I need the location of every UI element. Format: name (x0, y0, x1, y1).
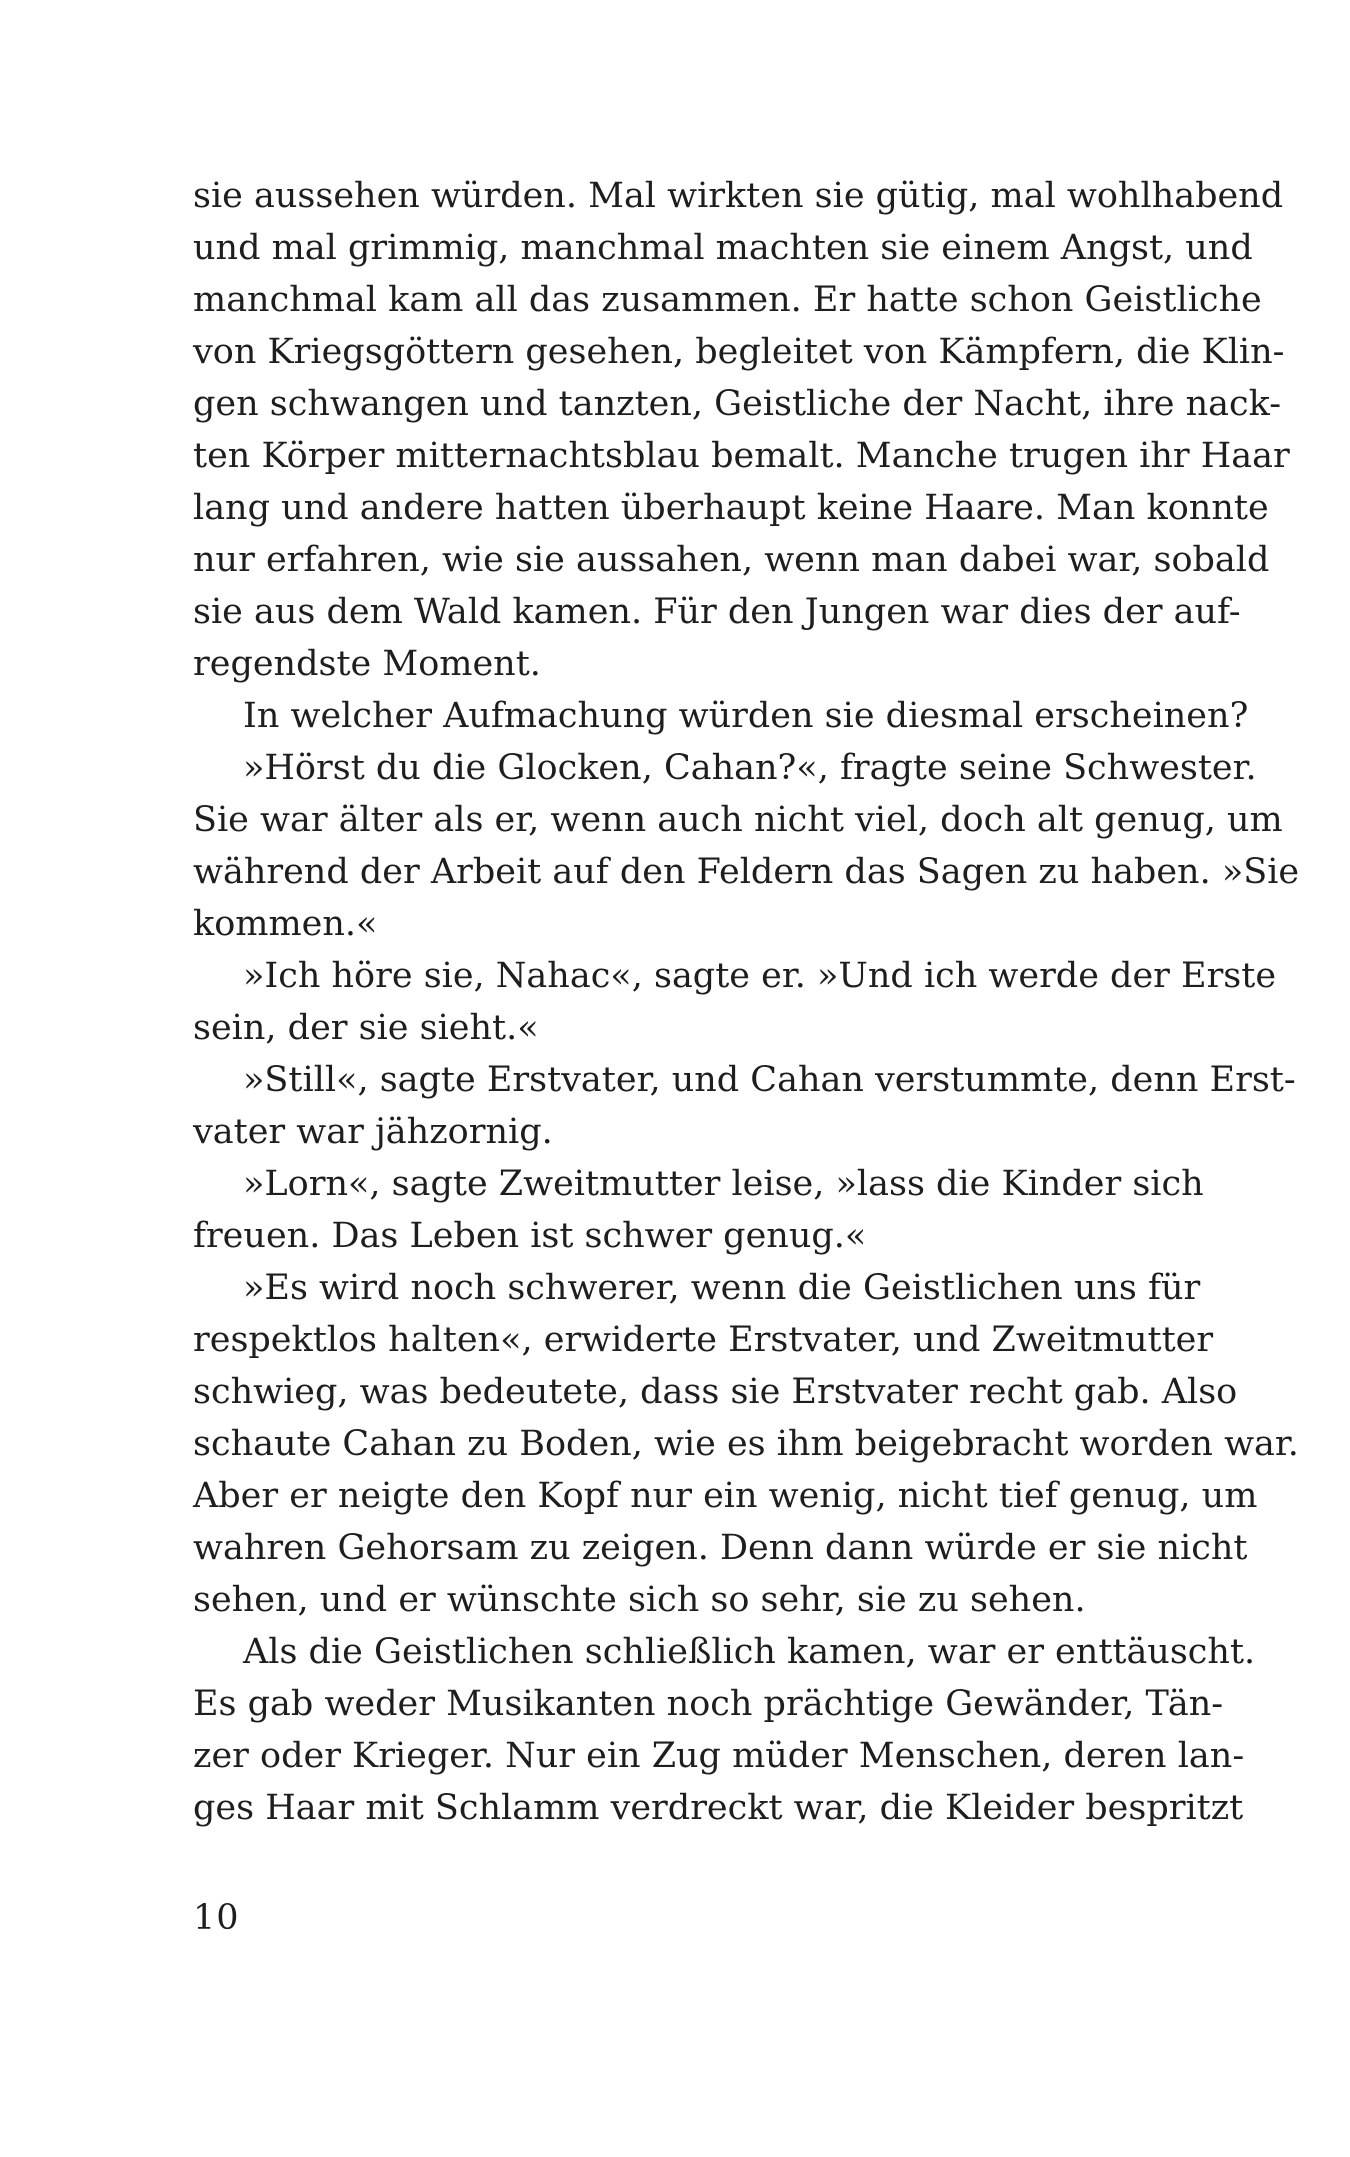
body-text (193, 170, 1300, 1834)
text-line: Als die Geistlichen schließlich kamen, war er enttäuscht. (243, 1632, 1256, 1672)
text-line: kommen.« (193, 904, 378, 944)
text-line: schwieg, was bedeutete, dass sie Erstvater recht gab. Also (193, 1372, 1238, 1412)
text-line: Sie war älter als er, wenn auch nicht viel, doch alt genug, um (193, 800, 1283, 840)
text-line: während der Arbeit auf den Feldern das Sagen zu haben. »Sie (193, 852, 1300, 892)
text-line: »Still«, sagte Erstvater, und Cahan verstummte, denn Erst- (243, 1060, 1296, 1100)
page-number: 10 (193, 1898, 240, 1938)
text-line: Es gab weder Musikanten noch prächtige Gewänder, Tän- (193, 1684, 1224, 1724)
text-line: »Lorn«, sagte Zweitmutter leise, »lass die Kinder sich (243, 1164, 1204, 1204)
text-line: wahren Gehorsam zu zeigen. Denn dann würde er sie nicht (193, 1528, 1248, 1568)
text-line: In welcher Aufmachung würden sie diesmal erscheinen? (243, 696, 1249, 736)
text-line: lang und andere hatten überhaupt keine Haare. Man konnte (193, 488, 1269, 528)
text-line: freuen. Das Leben ist schwer genug.« (193, 1216, 867, 1256)
text-line: gen schwangen und tanzten, Geistliche der Nacht, ihre nack- (193, 384, 1282, 424)
text-line: sie aussehen würden. Mal wirkten sie gütig, mal wohlhabend (193, 176, 1284, 216)
text-line: sein, der sie sieht.« (193, 1008, 539, 1048)
text-line: manchmal kam all das zusammen. Er hatte schon Geistliche (193, 280, 1262, 320)
text-line: schaute Cahan zu Boden, wie es ihm beigebracht worden war. (193, 1424, 1299, 1464)
text-line: respektlos halten«, erwiderte Erstvater, und Zweitmutter (193, 1320, 1214, 1360)
text-line: »Es wird noch schwerer, wenn die Geistlichen uns für (243, 1268, 1201, 1308)
text-line: sie aus dem Wald kamen. Für den Jungen war dies der auf- (193, 592, 1241, 632)
text-line: ten Körper mitternachtsblau bemalt. Manche trugen ihr Haar (193, 436, 1290, 476)
text-line: sehen, und er wünschte sich so sehr, sie zu sehen. (193, 1580, 1086, 1620)
text-line: vater war jähzornig. (193, 1112, 553, 1152)
text-line: zer oder Krieger. Nur ein Zug müder Menschen, deren lan- (193, 1736, 1245, 1776)
text-line: »Ich höre sie, Nahac«, sagte er. »Und ich werde der Erste (243, 956, 1277, 996)
text-line: regendste Moment. (193, 644, 541, 684)
text-line: Aber er neigte den Kopf nur ein wenig, nicht tief genug, um (193, 1476, 1258, 1516)
text-line: ges Haar mit Schlamm verdreckt war, die Kleider bespritzt (193, 1788, 1244, 1828)
text-line: von Kriegsgöttern gesehen, begleitet von Kämpfern, die Klin- (193, 332, 1285, 372)
text-line: und mal grimmig, manchmal machten sie einem Angst, und (193, 228, 1253, 268)
text-line: »Hörst du die Glocken, Cahan?«, fragte seine Schwester. (243, 748, 1257, 788)
text-line: nur erfahren, wie sie aussahen, wenn man dabei war, sobald (193, 540, 1270, 580)
